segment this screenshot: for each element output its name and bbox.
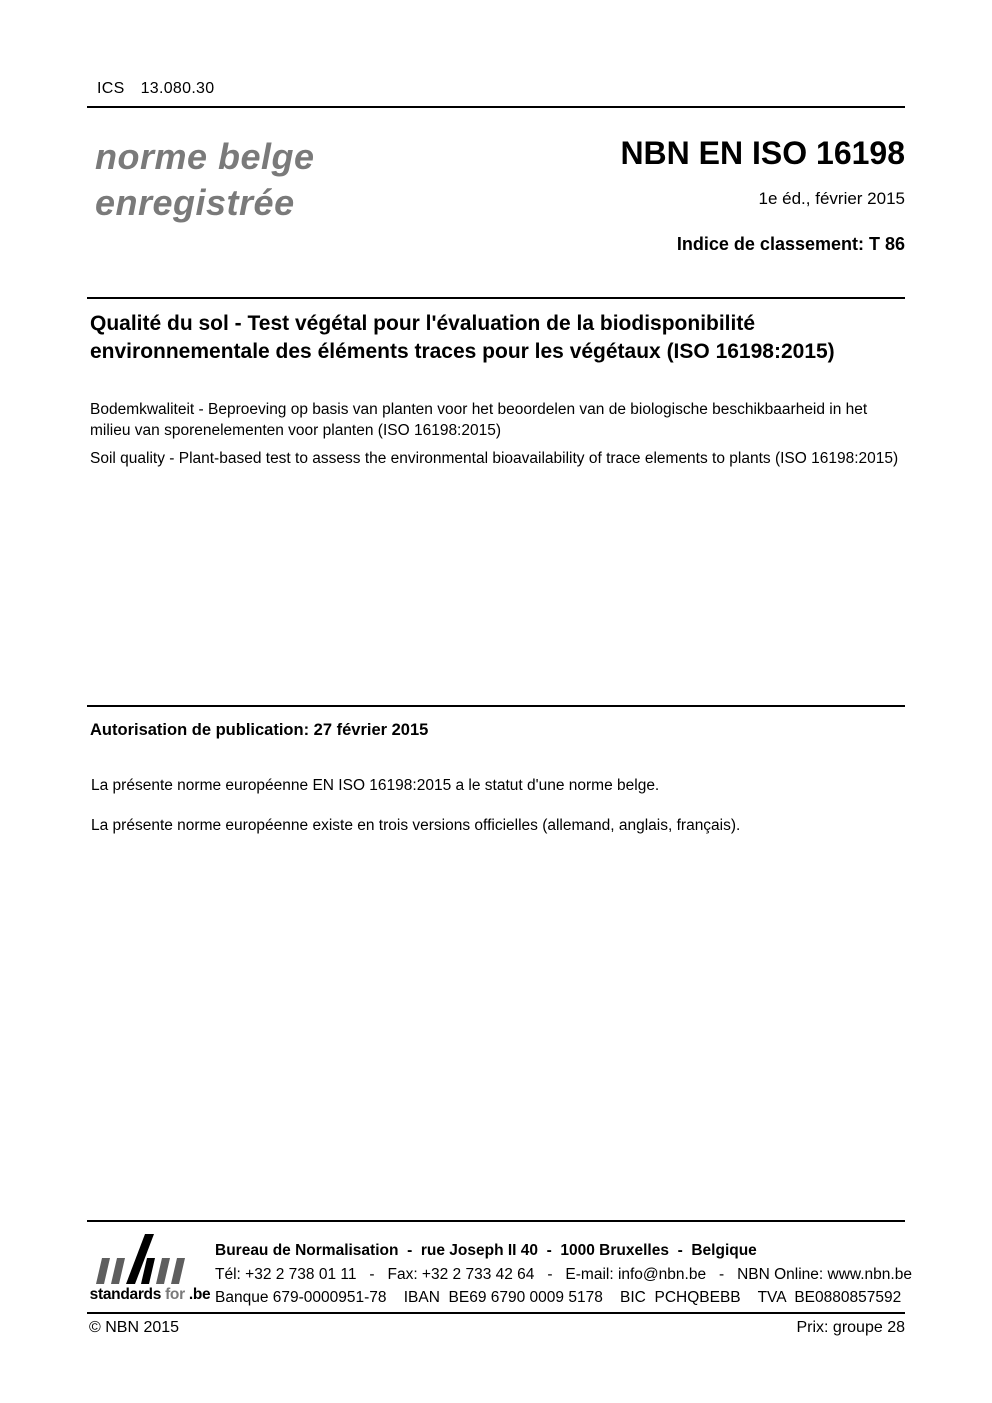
- document-type-line2: enregistrée: [95, 182, 295, 223]
- footer-divider: [87, 1220, 905, 1222]
- edition-date: 1e éd., février 2015: [758, 189, 905, 208]
- standard-number: NBN EN ISO 16198: [620, 135, 905, 171]
- title-english: Soil quality - Plant-based test to assess the environmental bioavailability of trace elements to plants (ISO 16198:2015): [90, 450, 899, 467]
- footer-address: Bureau de Normalisation - rue Joseph II 40 - 1000 Bruxelles - Belgique: [215, 1242, 757, 1259]
- bottom-divider: [87, 1312, 905, 1314]
- title-french: Qualité du sol - Test végétal pour l'évaluation de la biodisponibilité environnementale des éléments traces pour les végétaux (ISO 16198:2015): [90, 312, 835, 363]
- copyright-notice: © NBN 2015: [89, 1319, 180, 1336]
- top-divider: [87, 106, 905, 108]
- document-type-heading: [95, 134, 315, 226]
- footer-contact-block: [215, 1239, 915, 1310]
- header-right-block: [425, 135, 905, 255]
- authorization-line: Autorisation de publication: 27 février 2015: [90, 721, 429, 739]
- ics-code: 13.080.30: [140, 80, 215, 97]
- status-note: La présente norme européenne EN ISO 16198:2015 a le statut d'une norme belge.: [91, 777, 660, 794]
- classification-index: Indice de classement: T 86: [676, 234, 905, 254]
- ics-line: [97, 80, 214, 98]
- document-type-line1: norme belge: [95, 136, 315, 177]
- nbn-logo-icon: [88, 1230, 210, 1284]
- versions-note: La présente norme européenne existe en trois versions officielles (allemand, anglais, français).: [91, 817, 741, 834]
- title-divider: [87, 297, 905, 299]
- price-group: Prix: groupe 28: [796, 1319, 905, 1336]
- publication-divider: [87, 705, 905, 707]
- nbn-logo-tagline: [85, 1286, 215, 1304]
- tagline-for: for: [165, 1286, 185, 1303]
- ics-label: ICS: [97, 80, 125, 97]
- footer-contact: Tél: +32 2 738 01 11 - Fax: +32 2 733 42 64 - E-mail: info@nbn.be - NBN Online: www.nbn.be: [215, 1265, 912, 1283]
- title-dutch: Bodemkwaliteit - Beproeving op basis van planten voor het beoordelen van de biologische beschikbaarheid in het milieu van sporenelementen voor planten (ISO 16198:2015): [90, 401, 868, 439]
- tagline-be: .be: [188, 1286, 211, 1303]
- footer-bank-details: Banque 679-0000951-78 IBAN BE69 6790 0009 5178 BIC PCHQBEBB TVA BE0880857592: [215, 1289, 902, 1306]
- tagline-standards: standards: [89, 1286, 162, 1303]
